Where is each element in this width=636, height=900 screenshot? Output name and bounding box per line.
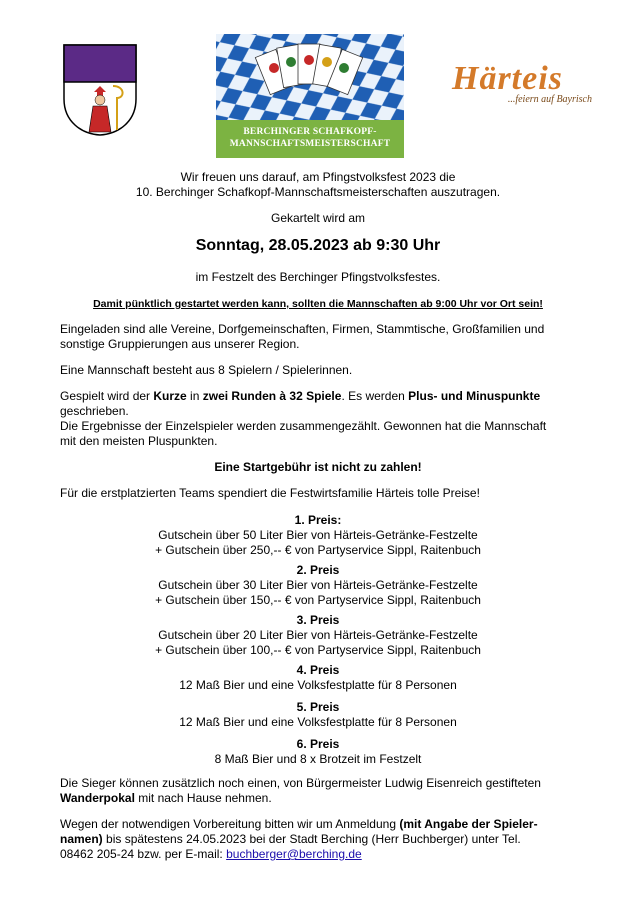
winners-text-b: mit nach Hause nehmen. <box>134 791 272 805</box>
winners-line-2 <box>60 791 580 806</box>
event-location: im Festzelt des Berchinger Pfingstvolksfestes. <box>195 270 441 284</box>
banner-title <box>216 120 404 158</box>
arrival-notice: Damit pünktlich gestartet werden kann, sollten die Mannschaften ab 9:00 Uhr vor Ort sein! <box>93 298 543 310</box>
played-rounds: zwei Runden à 32 Spiele <box>202 389 342 403</box>
prize-2-title: 2. Preis <box>296 563 340 577</box>
played-line-1 <box>60 389 580 404</box>
prize-6-line-1: 8 Maß Bier und 8 x Brotzeit im Festzelt <box>214 752 422 766</box>
registration-bold-b: (mit Angabe der Spieler- <box>399 817 538 831</box>
prize-4-line-1: 12 Maß Bier und eine Volksfestplatte für 8 Personen <box>179 678 457 692</box>
played-kurze: Kurze <box>153 389 187 403</box>
registration-bold-namen: namen) <box>60 832 103 846</box>
wanderpokal-text: Wanderpokal <box>60 791 135 805</box>
prize-4-title: 4. Preis <box>296 663 340 677</box>
prize-2-line-1: Gutschein über 30 Liter Bier von Härteis-Getränke-Festzelte <box>158 578 478 592</box>
prize-3-line-1: Gutschein über 20 Liter Bier von Härteis-Getränke-Festzelte <box>158 628 478 642</box>
played-text-e: . Es werden <box>341 389 409 403</box>
prize-3-title: 3. Preis <box>296 613 340 627</box>
prize-1-line-1: Gutschein über 50 Liter Bier von Härteis-Getränke-Festzelte <box>158 528 478 542</box>
haerteis-logo <box>452 62 602 105</box>
prize-6-title: 6. Preis <box>296 737 340 751</box>
logo-tagline: ...feiern auf Bayrisch <box>507 94 592 105</box>
invited-line-1: Eingeladen sind alle Vereine, Dorfgemeinschaften, Firmen, Stammtische, Großfamilien und <box>60 322 545 336</box>
prize-5-title: 5. Preis <box>296 700 340 714</box>
prize-1-line-2: + Gutschein über 250,-- € von Partyservice Sippl, Raitenbuch <box>155 543 481 557</box>
registration-text-b: bis spätestens 24.05.2023 bei der Stadt Berching (Herr Buchberger) unter Tel. <box>102 832 521 846</box>
logo-wordmark: Härteis <box>452 60 563 97</box>
winners-line-1: Die Sieger können zusätzlich noch einen, von Bürgermeister Ludwig Eisenreich gestifteten <box>60 776 541 790</box>
intro-line-1: Wir freuen uns darauf, am Pfingstvolksfest 2023 die <box>180 170 456 184</box>
played-line-2: geschrieben. <box>60 404 129 418</box>
banner-line-1: BERCHINGER SCHAFKOPF- <box>243 127 377 137</box>
banner-line-2: MANNSCHAFTSMEISTERSCHAFT <box>229 139 391 149</box>
prize-5-line-1: 12 Maß Bier und eine Volksfestplatte für 8 Personen <box>179 715 457 729</box>
event-date: Sonntag, 28.05.2023 ab 9:30 Uhr <box>195 237 441 254</box>
prize-3-line-2: + Gutschein über 100,-- € von Partyservice Sippl, Raitenbuch <box>155 643 481 657</box>
event-banner <box>216 34 404 158</box>
registration-text-a: Wegen der notwendigen Vorbereitung bitten wir um Anmeldung <box>60 817 400 831</box>
played-points: Plus- und Minuspunkte <box>408 389 541 403</box>
prizes-intro: Für die erstplatzierten Teams spendiert die Festwirtsfamilie Härteis tolle Preise! <box>60 486 480 500</box>
played-text-a: Gespielt wird der <box>60 389 154 403</box>
fee-notice: Eine Startgebühr ist nicht zu zahlen! <box>214 460 422 474</box>
results-line-2: mit den meisten Pluspunkten. <box>60 434 218 448</box>
berching-coat-of-arms <box>63 44 137 136</box>
email-link[interactable]: buchberger@berching.de <box>226 847 362 861</box>
invited-line-2: sonstige Gruppierungen aus unserer Region. <box>60 337 300 351</box>
results-line-1: Die Ergebnisse der Einzelspieler werden zusammengezählt. Gewonnen hat die Mannschaft <box>60 419 547 433</box>
prize-1-title: 1. Preis: <box>294 513 342 527</box>
registration-line-3 <box>60 847 580 862</box>
gekartelt-text: Gekartelt wird am <box>270 211 366 225</box>
registration-line-2 <box>60 832 580 847</box>
intro-line-2: 10. Berchinger Schafkopf-Mannschaftsmeisterschaften auszutragen. <box>135 185 501 199</box>
registration-line-1 <box>60 817 580 832</box>
team-size-text: Eine Mannschaft besteht aus 8 Spielern / Spielerinnen. <box>60 363 353 377</box>
registration-phone-text: 08462 205-24 bzw. per E-mail: <box>60 847 227 861</box>
prize-2-line-2: + Gutschein über 150,-- € von Partyservice Sippl, Raitenbuch <box>155 593 481 607</box>
played-text-c: in <box>186 389 203 403</box>
